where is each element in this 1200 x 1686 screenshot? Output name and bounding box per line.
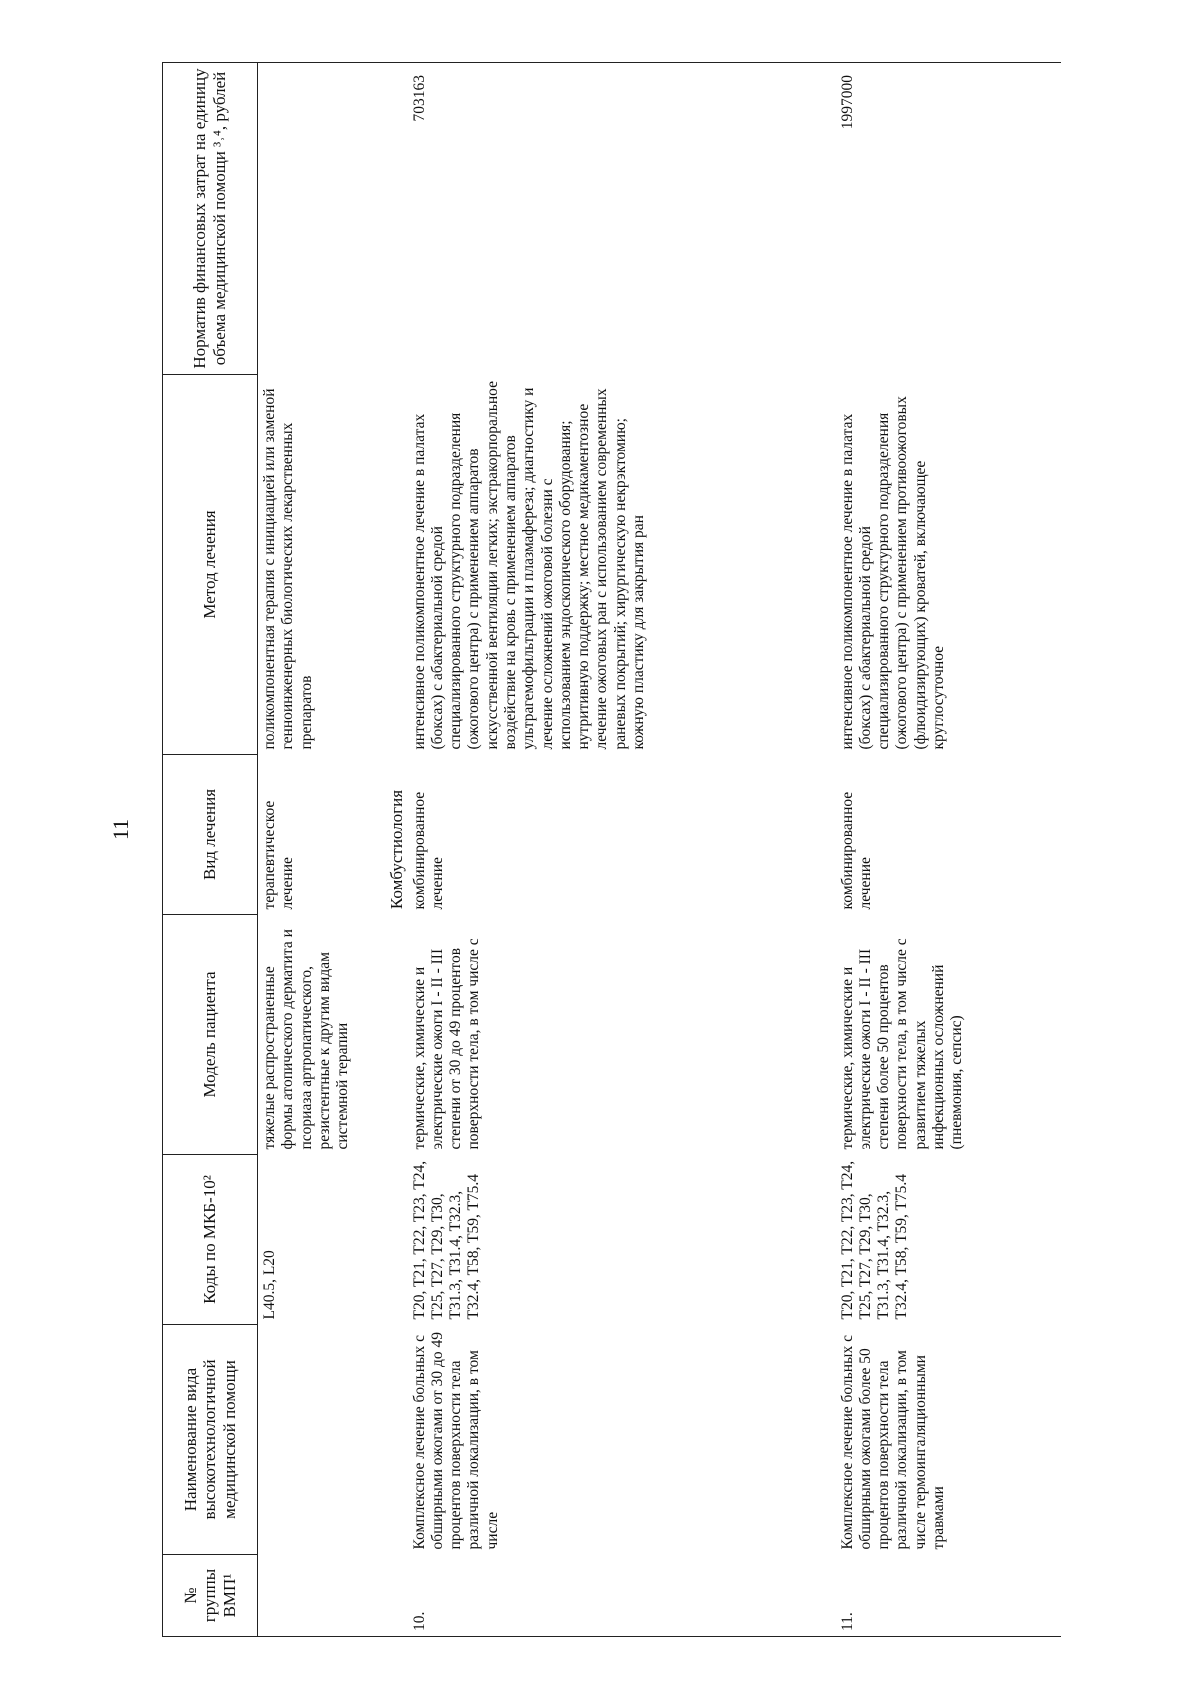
- header-method: Метод лечения: [163, 375, 258, 755]
- header-name: Наименование вида высокотехнологичной медицинской помощи: [163, 1325, 258, 1555]
- page-number: 11: [108, 818, 133, 840]
- row-10-type: комбинированное лечение: [410, 791, 446, 910]
- header-type: Вид лечения: [163, 755, 258, 915]
- row-cont-codes: L40.5, L20: [261, 1250, 278, 1320]
- row-cont-model: тяжелые распространенные формы атопического дерматита и псориаза артропатического, резистентные к другим видам системной терапии: [261, 929, 352, 1150]
- row-cont-norm: [258, 63, 386, 375]
- vmp-table: [162, 62, 1061, 1637]
- header-norm: Норматив финансовых затрат на единицу объема медицинской помощи ³˒⁴, рублей: [163, 63, 258, 375]
- row-11-method: интенсивное поликомпонентное лечение в палатах (боксах) с абактериальной средой специализированного структурного подразделения (ожогового центра) с применением противоожоговых (флюидизирующих) кроватей, включающее круглосуточное: [838, 396, 947, 750]
- row-cont-name: [258, 1325, 386, 1555]
- table-row: [258, 63, 386, 1637]
- table-row: [408, 63, 836, 1637]
- row-10-method: интенсивное поликомпонентное лечение в палатах (боксах) с абактериальной средой специализированного структурного подразделения (ожогового центра) с применением аппаратов искусственной вентиляции легких; экстракорпоральное воздействие на кровь с применением аппаратов ультрагемофильтрации и плазмафереза; диагностику и лечение осложнений ожоговой болезни с использованием эндоскопического оборудования; нутритивную поддержку; местное медикаментозное лечение ожоговых ран с использованием современных раневых покрытий; хирургическую некрэктомию; кожную пластику для закрытия ран: [410, 381, 647, 750]
- row-cont-method: поликомпонентная терапия с инициацией или заменой генноинженерных биологических лекарственных препаратов: [261, 388, 315, 750]
- section-row: [386, 63, 408, 1637]
- row-cont-group-no: [258, 1555, 386, 1637]
- header-group-no: № группы ВМП¹: [163, 1555, 258, 1637]
- row-11-name: Комплексное лечение больных с обширными ожогами более 50 процентов поверхности тела различной локализации, в том числе термоингаляционными травмами: [838, 1335, 947, 1550]
- row-10-codes: T20, T21, T22, T23, T24, T25, T27, T29, T30, T31.3, T31.4, T32.3, T32.4, T58, T59, T75.4: [410, 1160, 483, 1320]
- header-row: [163, 63, 258, 1637]
- table-row: [836, 63, 1061, 1637]
- section-title: Комбустиология: [386, 63, 408, 1637]
- row-10-group-no: 10.: [408, 1555, 836, 1637]
- row-11-group-no: 11.: [836, 1555, 1061, 1637]
- row-11-type: комбинированное лечение: [838, 791, 874, 910]
- row-11-codes: T20, T21, T22, T23, T24, T25, T27, T29, T30, T31.3, T31.4, T32.3, T32.4, T58, T59, T75.4: [838, 1160, 911, 1320]
- row-11-model: термические, химические и электрические ожоги I - II - III степени более 50 процентов поверхности тела, в том числе с развитием тяжелых инфекционных осложнений (пневмония, сепсис): [838, 938, 966, 1150]
- row-11-norm: 1997000: [836, 63, 1061, 375]
- rotated-page: [162, 63, 1054, 1637]
- header-codes: Коды по МКБ-10²: [163, 1155, 258, 1325]
- row-10-norm: 703163: [408, 63, 836, 375]
- header-model: Модель пациента: [163, 915, 258, 1155]
- row-10-name: Комплексное лечение больных с обширными ожогами от 30 до 49 процентов поверхности тела различной локализации, в том числе: [410, 1331, 501, 1550]
- row-cont-type: терапевтическое лечение: [261, 800, 297, 910]
- row-10-model: термические, химические и электрические ожоги I - II - III степени от 30 до 49 процентов поверхности тела, в том числе с: [410, 938, 483, 1150]
